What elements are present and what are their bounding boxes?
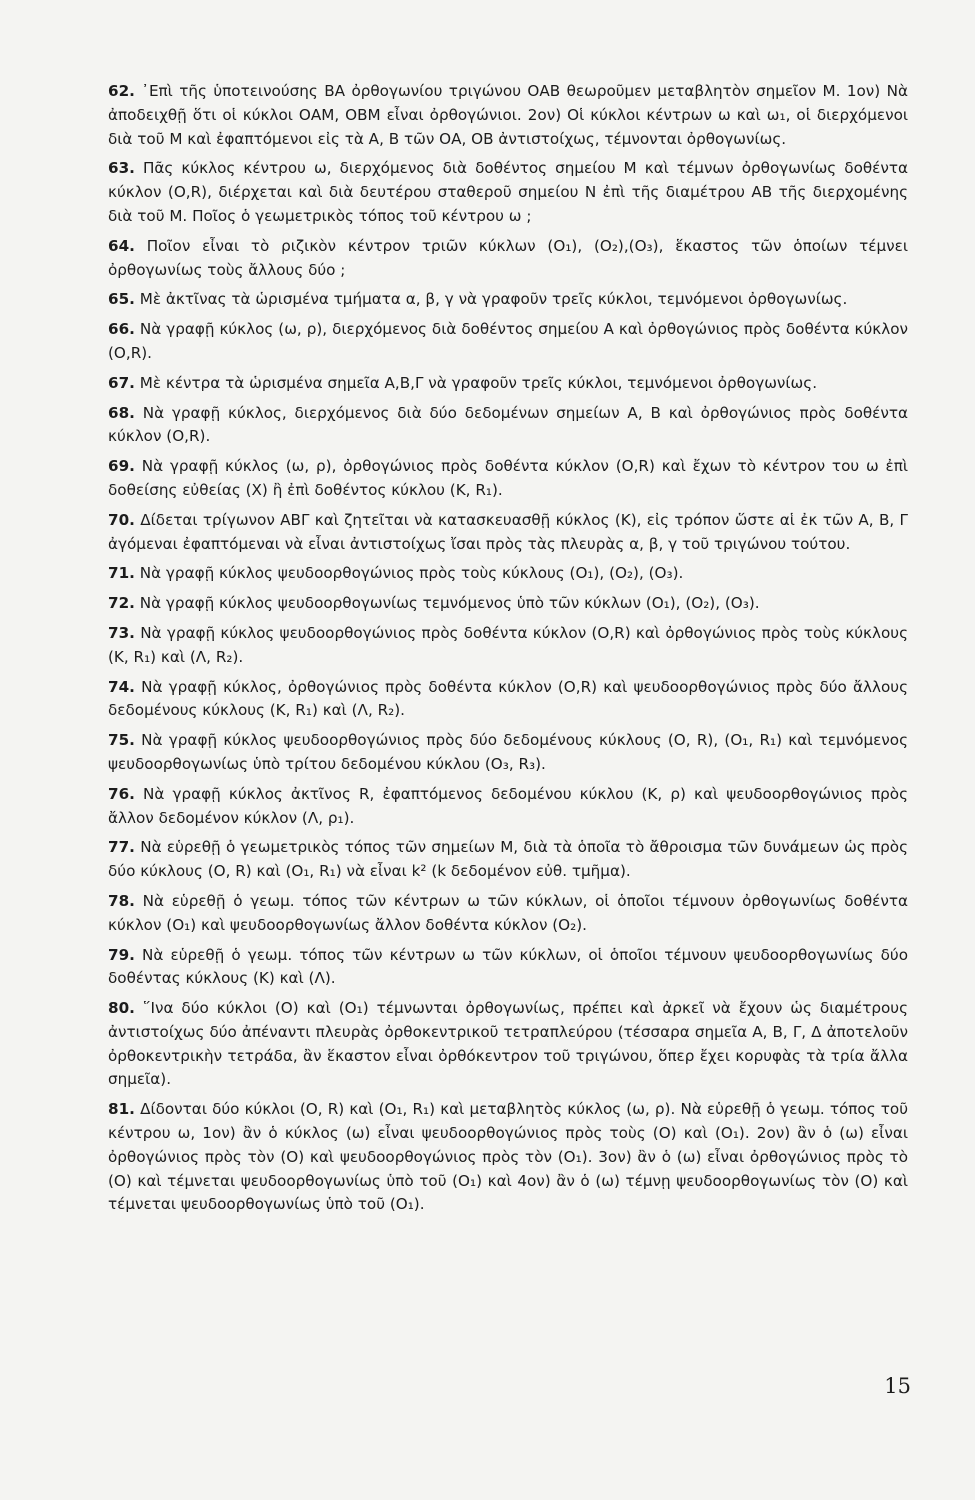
problem-text: Νὰ γραφῇ κύκλος ψευδοορθογωνίως τεμνόμενος ὑπὸ τῶν κύκλων (Ο₁), (Ο₂), (Ο₃). [139,594,760,613]
problems-list [108,80,908,1223]
problem-74 [108,676,908,724]
problem-number: 66. [108,320,135,339]
problem-81 [108,1098,908,1217]
problem-number: 70. [108,510,135,529]
problem-number: 80. [108,999,135,1018]
problem-62 [108,80,908,151]
problem-number: 62. [108,82,135,100]
problem-text: Νὰ γραφῇ κύκλος ψευδοορθογώνιος πρὸς τοὺς κύκλους (Ο₁), (Ο₂), (Ο₃). [139,564,684,583]
problem-text: Πᾶς κύκλος κέντρου ω, διερχόμενος διὰ δοθέντος σημείου Μ καὶ τέμνων ὀρθογωνίως δοθέντα κύκλον (Ο,R), διέρχεται καὶ διὰ δευτέρου σταθεροῦ σημείου Ν ἐπὶ τῆς διαμέτρου ΑΒ τῆς διερχομένης διὰ τοῦ Μ. Ποῖος ὁ γεωμετρικὸς τόπος τοῦ κέντρου ω ; [108,159,909,225]
problem-number: 64. [108,236,135,255]
problem-text: Νὰ εὑρεθῇ ὁ γεωμετρικὸς τόπος τῶν σημείων Μ, διὰ τὰ ὁποῖα τὸ ἄθροισμα τῶν δυνάμεων ὡς πρὸς δύο κύκλους (Ο, R) καὶ (Ο₁, R₁) νὰ εἶναι k² (k δεδομένον εὐθ. τμῆμα). [108,838,909,881]
problem-number: 65. [108,290,135,309]
problem-number: 75. [108,731,135,750]
problem-64 [108,235,908,283]
problem-text: Μὲ κέντρα τὰ ὡρισμένα σημεῖα Α,Β,Γ νὰ γραφοῦν τρεῖς κύκλοι, τεμνόμενοι ὀρθογωνίως. [139,373,818,392]
problem-text: Νὰ γραφῇ κύκλος (ω, ρ), ὀρθογώνιος πρὸς δοθέντα κύκλον (Ο,R) καὶ ἔχων τὸ κέντρον του ω ἐπὶ δοθείσης εὐθείας (Χ) ἢ ἐπὶ δοθέντος κύκλου (Κ, R₁). [108,457,909,499]
problem-number: 77. [108,838,135,857]
problem-text: Νὰ γραφῇ κύκλος, ὀρθογώνιος πρὸς δοθέντα κύκλον (Ο,R) καὶ ψευδοορθογώνιος πρὸς δύο ἄλλους δεδομένους κύκλους (Κ, R₁) καὶ (Λ, R₂). [108,677,908,720]
problem-76 [108,783,908,831]
problem-66 [108,318,908,366]
problem-70 [108,509,908,557]
problem-text: Νὰ γραφῇ κύκλος ψευδοορθογώνιος πρὸς δύο δεδομένους κύκλους (Ο, R), (Ο₁, R₁) καὶ τεμνόμενος ψευδοορθογωνίως ὑπὸ τρίτου δεδομένου κύκλου (Ο₃, R₃). [108,731,909,773]
problem-text: Δίδονται δύο κύκλοι (Ο, R) καὶ (Ο₁, R₁) καὶ μεταβλητὸς κύκλος (ω, ρ). Νὰ εὑρεθῇ ὁ γεωμ. τόπος τοῦ κέντρου ω, 1ον) ἂν ὁ κύκλος (ω) εἶναι ψευδοορθογώνιος πρὸς τοὺς (Ο) καὶ (Ο₁). 2ον) ἂν ὁ (ω) εἶναι ὀρθογώνιος πρὸς τὸν (Ο) καὶ ψευδοορθογώνιος πρὸς τὸν (Ο₁). 3ον) ἂν ὁ (ω) εἶναι ὀρθογώνιος πρὸς τὸ (Ο) καὶ τέμνεται ψευδοορθογωνίως ὑπὸ τοῦ (Ο₁) καὶ 4ον) ἂν ὁ (ω) τέμνῃ ψευδοορθογωνίως τὸν (Ο) καὶ τέμνεται ψευδοορθογωνίως ὑπὸ τοῦ (Ο₁). [108,1100,909,1214]
problem-number: 63. [108,159,135,178]
problem-number: 68. [108,403,135,422]
problem-text: ᾿Επὶ τῆς ὑποτεινούσης ΒΑ ὀρθογωνίου τριγώνου ΟΑΒ θεωροῦμεν μεταβλητὸν σημεῖον Μ. 1ον) Νὰ ἀποδειχθῇ ὅτι οἱ κύκλοι ΟΑΜ, ΟΒΜ εἶναι ὀρθογώνιοι. 2ον) Οἱ κύκλοι κέντρων ω καὶ ω₁, οἱ διερχόμενοι διὰ τοῦ Μ καὶ ἐφαπτόμενοι εἰς τὰ Α, Β τῶν ΟΑ, ΟΒ ἀντιστοίχως, τέμνονται ὀρθογωνίως. [108,82,908,148]
problem-69 [108,455,908,503]
problem-79 [108,944,908,992]
problem-number: 81. [108,1100,135,1119]
problem-text: Νὰ γραφῇ κύκλος ἀκτῖνος R, ἐφαπτόμενος δεδομένου κύκλου (Κ, ρ) καὶ ψευδοορθογώνιος πρὸς ἄλλον δεδομένον κύκλον (Λ, ρ₁). [108,784,908,827]
problem-number: 71. [108,564,135,583]
problem-text: Νὰ εὑρεθῇ ὁ γεωμ. τόπος τῶν κέντρων ω τῶν κύκλων, οἱ ὁποῖοι τέμνουν ὀρθογωνίως δοθέντα κύκλον (Ο₁) καὶ ψευδοορθογωνίως ἄλλον δοθέντα κύκλον (Ο₂). [108,891,908,934]
problem-text: ῞Ινα δύο κύκλοι (Ο) καὶ (Ο₁) τέμνωνται ὀρθογωνίως, πρέπει καὶ ἀρκεῖ νὰ ἔχουν ὡς διαμέτρους ἀντιστοίχως δύο ἀπέναντι πλευρὰς ὀρθοκεντρικοῦ τετραπλεύρου (τέσσαρα σημεῖα Α, Β, Γ, Δ ἀποτελοῦν ὀρθοκεντρικὴν τετράδα, ἂν ἕκαστον εἶναι ὀρθόκεντρον τοῦ τριγώνου, ὅπερ ἔχει κορυφὰς τὰ τρία ἄλλα σημεῖα). [108,999,908,1089]
problem-71 [108,562,908,586]
problem-text: Νὰ γραφῇ κύκλος ψευδοορθογώνιος πρὸς δοθέντα κύκλον (Ο,R) καὶ ὀρθογώνιος πρὸς τοὺς κύκλους (Κ, R₁) καὶ (Λ, R₂). [108,623,908,666]
problem-text: Νὰ γραφῇ κύκλος (ω, ρ), διερχόμενος διὰ δοθέντος σημείου Α καὶ ὀρθογώνιος πρὸς δοθέντα κύκλον (Ο,R). [108,320,909,362]
problem-number: 67. [108,373,135,392]
problem-number: 76. [108,784,135,803]
problem-73 [108,622,908,670]
problem-77 [108,836,908,884]
problem-65 [108,288,908,312]
problem-number: 72. [108,594,135,613]
problem-text: Δίδεται τρίγωνον ΑΒΓ καὶ ζητεῖται νὰ κατασκευασθῇ κύκλος (Κ), εἰς τρόπον ὥστε αἱ ἐκ τῶν Α, Β, Γ ἀγόμεναι ἐφαπτόμεναι νὰ εἶναι ἀντιστοίχως ἴσαι πρὸς τὰς πλευρὰς α, β, γ τοῦ τριγώνου τούτου. [108,510,909,553]
problem-67 [108,372,908,396]
problem-number: 79. [108,945,135,964]
problem-number: 78. [108,891,135,910]
problem-text: Νὰ γραφῇ κύκλος, διερχόμενος διὰ δύο δεδομένων σημείων Α, Β καὶ ὀρθογώνιος πρὸς δοθέντα κύκλον (Ο,R). [108,403,909,446]
problem-number: 73. [108,623,135,642]
problem-72 [108,592,908,616]
problem-63 [108,157,908,228]
problem-text: Μὲ ἀκτῖνας τὰ ὡρισμένα τμήματα α, β, γ νὰ γραφοῦν τρεῖς κύκλοι, τεμνόμενοι ὀρθογωνίως. [139,290,848,309]
problem-75 [108,729,908,777]
problem-80 [108,997,908,1092]
problem-68 [108,402,908,450]
problem-text: Νὰ εὑρεθῇ ὁ γεωμ. τόπος τῶν κέντρων ω τῶν κύκλων, οἱ ὁποῖοι τέμνουν ψευδοορθογωνίως δύο δοθέντας κύκλους (Κ) καὶ (Λ). [108,945,908,988]
page-number: 15 [884,1374,911,1398]
problem-number: 69. [108,457,135,476]
problem-number: 74. [108,677,135,696]
problem-78 [108,890,908,938]
problem-text: Ποῖον εἶναι τὸ ριζικὸν κέντρον τριῶν κύκλων (Ο₁), (Ο₂),(Ο₃), ἕκαστος τῶν ὁποίων τέμνει ὀρθογωνίως τοὺς ἄλλους δύο ; [108,236,908,279]
